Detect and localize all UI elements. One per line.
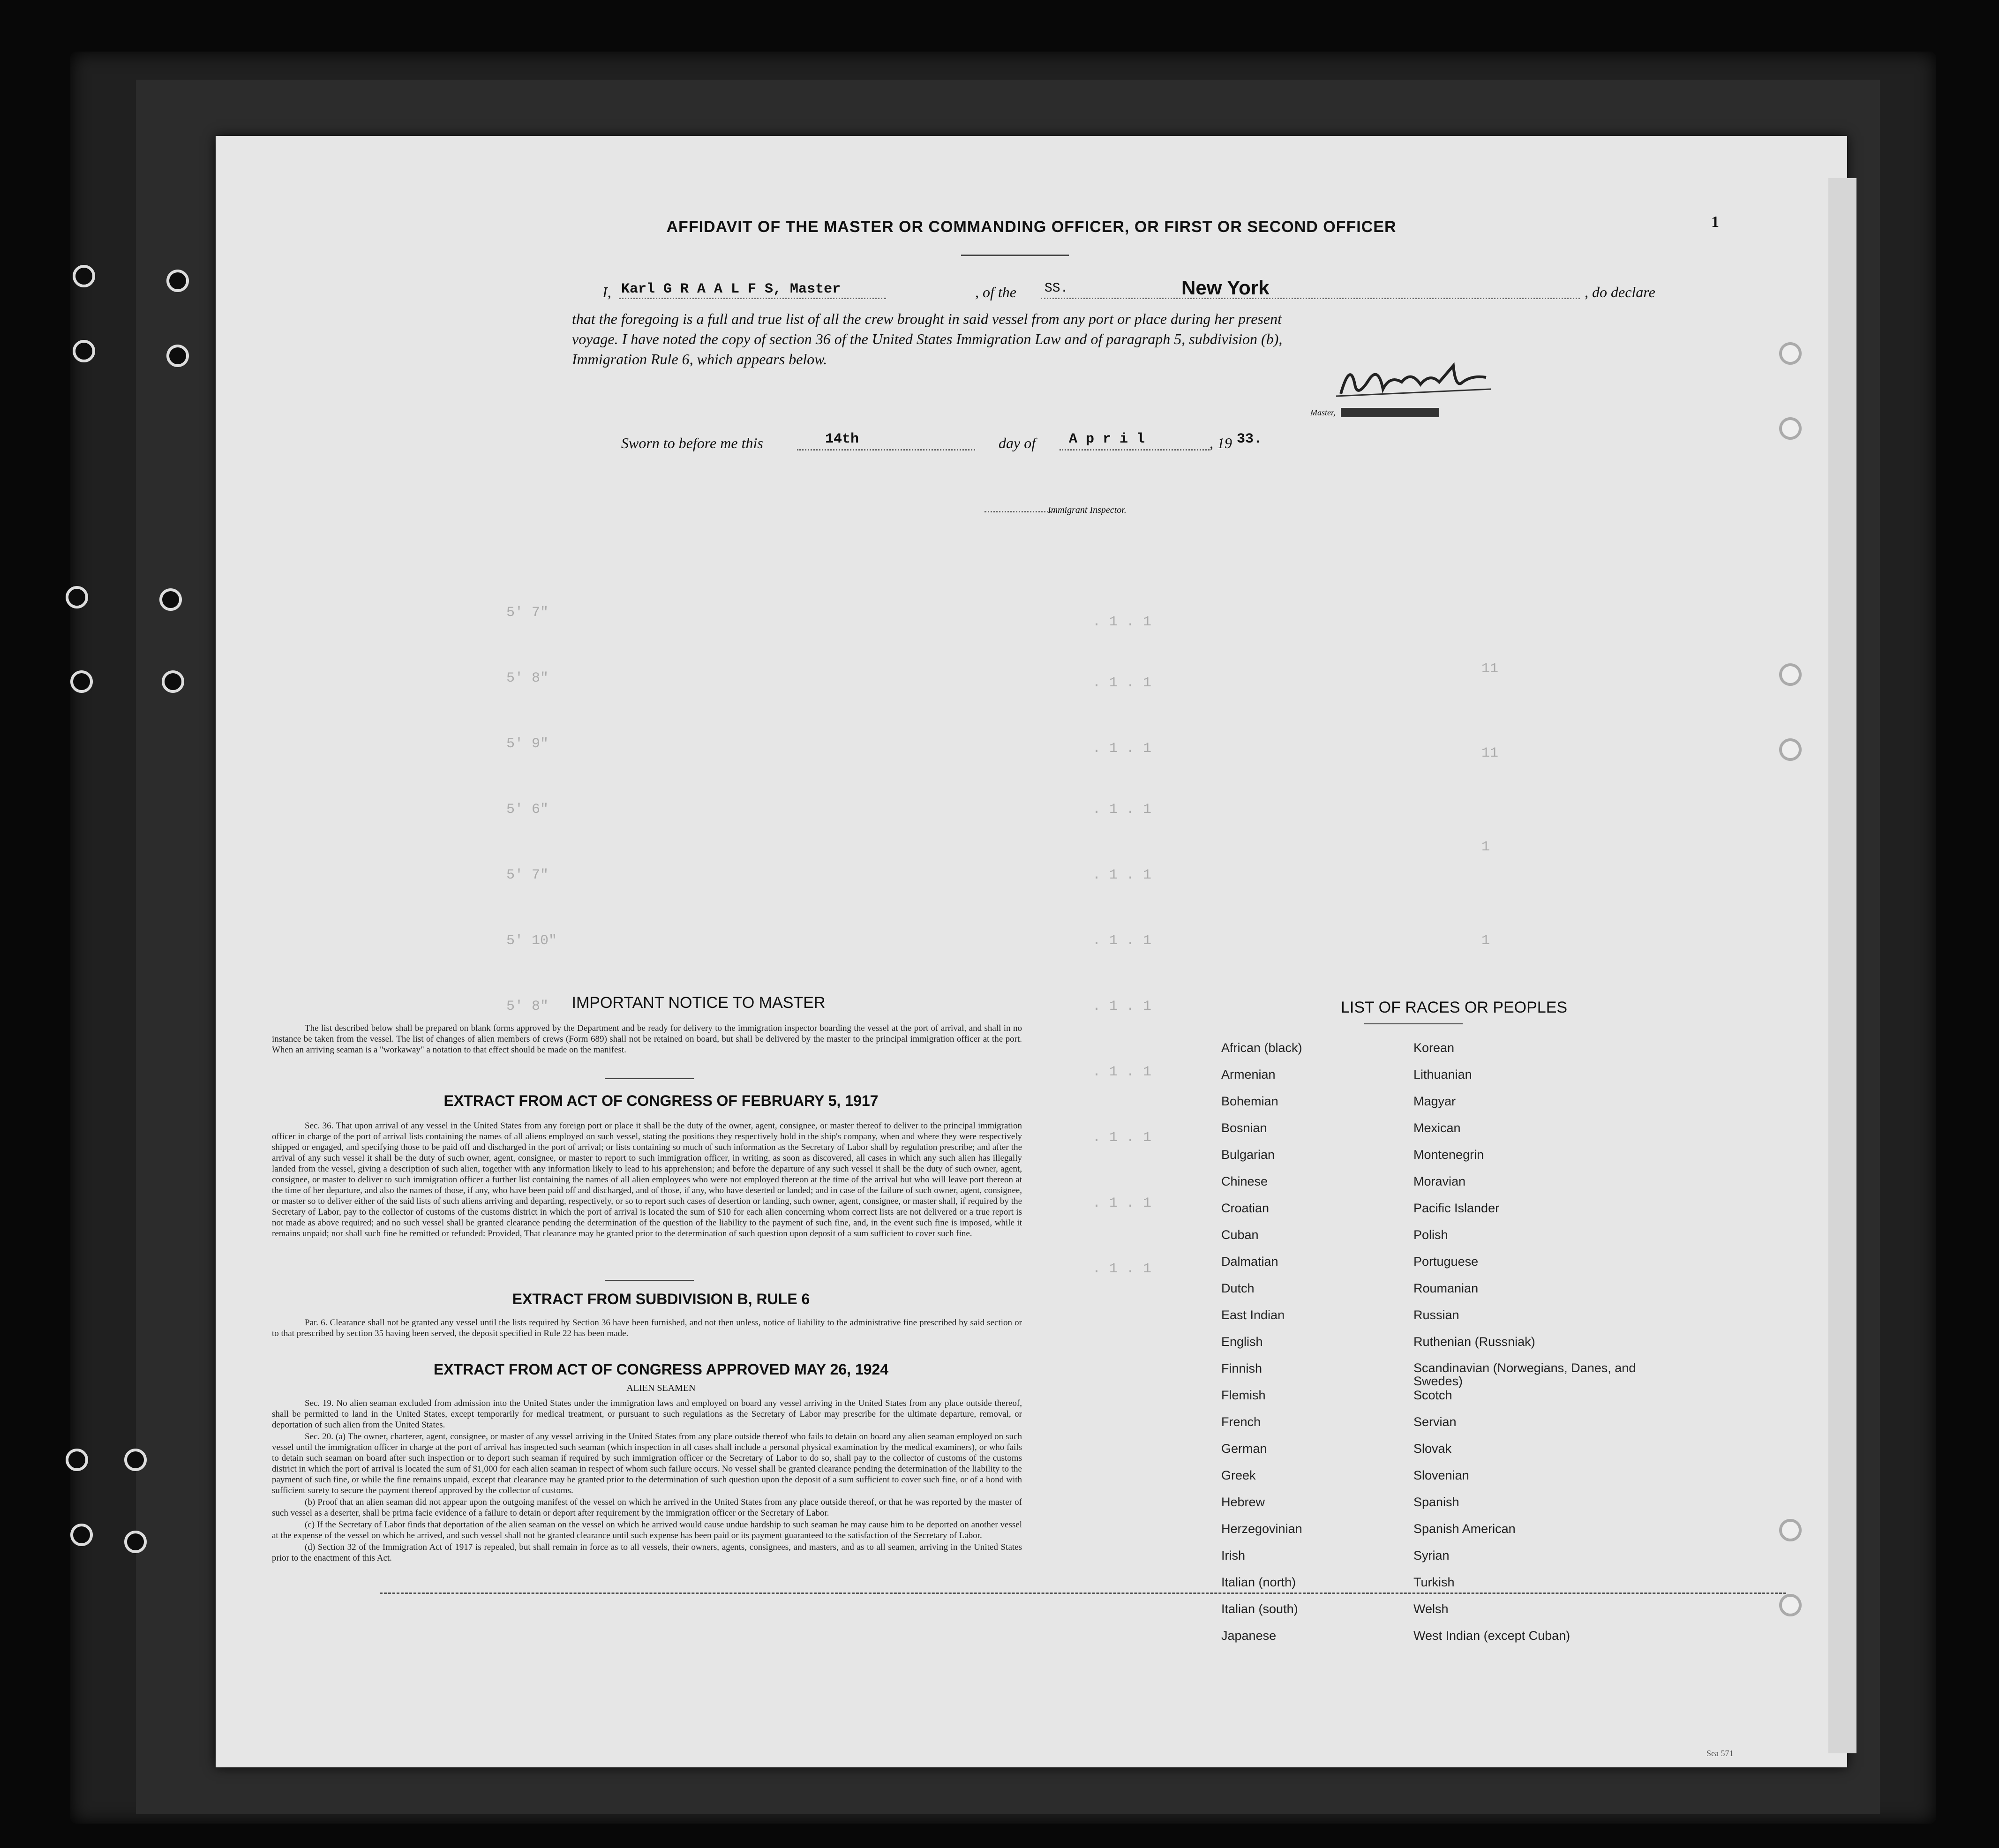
binder-hole-icon [124, 1531, 147, 1553]
sworn-month: A p r i l [1069, 431, 1145, 447]
binder-hole-icon [1779, 417, 1802, 440]
declaration-line-2: that the foregoing is a full and true list of all the crew brought in said vessel from any port or place during her present [572, 310, 1282, 327]
sec-20b-paragraph: (b) Proof that an alien seaman did not appear upon the outgoing manifest of the vessel on which he arrived in the United States from any place outside thereof, or that he was reported by the master of such vessel as a deserter, shall be prima facie evidence of a failure to detain or deport after requirement by the immigration officer or the Secretary of Labor. [272, 1497, 1022, 1518]
race-item: Moravian [1413, 1174, 1466, 1188]
race-item: Chinese [1221, 1174, 1268, 1188]
race-item: French [1221, 1415, 1261, 1429]
extract-1917-rule [605, 1280, 694, 1281]
par-6-paragraph: Par. 6. Clearance shall not be granted any vessel until the lists required by Section 36 have been furnished, and not then unless, notice of liability to the administrative fine prescribed by said section or to that prescribed by section 35 having been served, the deposit specified in Rule 22 has been made. [272, 1318, 1022, 1338]
bleed-through-marks: . 1 . 1 . 1 . 1 . 1 . 1 . 1 . 1 . 1 . 1 . 1 . 1 . 1 . 1 . 1 . 1 . 1 . 1 . 1 . 1 . 1 . 1 5' 7" 5' 8" 5' 9" 5' 6" 5' 7" 5' 10" 5' 8" 11 11 1 1 [506, 605, 1499, 1277]
binder-hole-icon [1779, 1594, 1802, 1616]
binder-hole-icon [166, 345, 189, 367]
race-item: Armenian [1221, 1067, 1276, 1082]
race-item: German [1221, 1442, 1267, 1456]
race-item: Polish [1413, 1228, 1448, 1242]
binder-hole-icon [1779, 663, 1802, 686]
do-declare-label: , do declare [1585, 284, 1655, 300]
of-the-label: , of the [975, 284, 1016, 300]
race-item: Magyar [1413, 1094, 1456, 1108]
race-item: Croatian [1221, 1201, 1270, 1215]
form-page [216, 136, 1847, 1767]
races-right-column [1413, 1041, 1638, 1655]
page-mark: 1 [1711, 213, 1719, 231]
signature-caption: Master, [1310, 408, 1336, 417]
race-item: Bosnian [1221, 1121, 1267, 1135]
binder-hole-icon [1779, 738, 1802, 761]
declaration-line-3: voyage. I have noted the copy of section 36 of the United States Immigration Law and of paragraph 5, subdivision (b), [572, 331, 1283, 347]
race-item: Greek [1221, 1468, 1256, 1482]
notice-text [272, 1023, 1022, 1056]
race-item: Montenegrin [1413, 1148, 1484, 1162]
race-item: Lithuanian [1413, 1067, 1472, 1082]
race-item: Scandinavian (Norwegians, Danes, and Swedes) [1413, 1361, 1636, 1388]
binder-hole-icon [66, 586, 88, 608]
race-item: Turkish [1413, 1575, 1455, 1589]
year-prefix: , 19 [1210, 435, 1232, 451]
race-item: Dutch [1221, 1281, 1255, 1295]
binder-hole-icon [166, 270, 189, 292]
notice-title: IMPORTANT NOTICE TO MASTER [571, 994, 826, 1012]
race-item: Russian [1413, 1308, 1459, 1322]
extract-rule6-text [272, 1317, 1022, 1340]
binder-hole-icon [1779, 1519, 1802, 1541]
binder-hole-icon [159, 588, 182, 611]
notice-rule [605, 1078, 694, 1079]
race-item: East Indian [1221, 1308, 1285, 1322]
binder-hole-icon [66, 1449, 88, 1471]
race-item: Mexican [1413, 1121, 1461, 1135]
sec-36-paragraph: Sec. 36. That upon arrival of any vessel in the United States from any foreign port or place it shall be the duty of the owner, agent, consignee, or master thereof to deliver to the principal immigration officer in charge of the port of arrival lists containing the names of all aliens employed on such vessel, stating the positions they respectively hold in the ship's company, when and where they were respectively shipped or engaged, and specifying those to be paid off and discharged in the port of arrival; or lists containing so much of such information as the Secretary of Labor shall by regulation prescribe; and after the arrival of any such vessel it shall be the duty of such owner, agent, consignee, or master to report to such immigration officer, in writing, as soon as discovered, all cases in which any such alien has illegally landed from the vessel, giving a description of such alien, together with any information likely to lead to his apprehension; and before the departure of any such vessel it shall be the duty of such owner, agent, consignee, or master to deliver to such immigration officer a further list containing the names of all alien employees who were not employed thereon at the time of the arrival but who will leave port thereon at the time of her departure, and also the names of those, if any, who have been paid off and discharged, and of those, if any, who have deserted or landed; and in case of the failure of such owner, agent, consignee, or master so to deliver either of the said lists of such aliens arriving and departing, respectively, or so to report such cases of desertion or landing, such owner, agent, consignee, or master shall, if required by the Secretary of Labor, pay to the collector of customs of the customs district in which the port of arrival is located the sum of $10 for each alien concerning whom correct lists are not delivered or a true report is not made as above required; and no such vessel shall be granted clearance pending the determination of the question of the liability to the payment of such fine, and, in the event such fine is imposed, while it remains unpaid; nor shall such fine be remitted or refunded: Provided, That clearance may be granted prior to the determination of such question upon deposit of a sum sufficient to cover such fine. [272, 1121, 1022, 1239]
race-item: Roumanian [1413, 1281, 1479, 1295]
binder-hole-icon [1779, 342, 1802, 365]
sec-19-paragraph: Sec. 19. No alien seaman excluded from admission into the United States under the immigration laws and employed on board any vessel arriving in the United States from any place outside thereof, shall be permitted to land in the United States, except temporarily for medical treatment, or pursuant to such regulations as the Secretary of Labor may prescribe for the ultimate departure, removal, or deportation of such alien from the United States. [272, 1398, 1022, 1430]
notice-paragraph: The list described below shall be prepared on blank forms approved by the Department and be ready for delivery to the immigration inspector boarding the vessel at the port of arrival, and shall in no instance be taken from the vessel. The list of changes of alien members of crews (Form 689) shall not be retained on board, but shall be delivered by the master to the principal immigration officer at the port. When an arriving seaman is a "workaway" a notation to that effect should be made on the manifest. [272, 1023, 1022, 1055]
binder-hole-icon [124, 1449, 147, 1471]
race-item: English [1221, 1335, 1263, 1349]
race-item: African (black) [1221, 1041, 1302, 1055]
extract-1917-title: EXTRACT FROM ACT OF CONGRESS OF FEBRUARY 5, 1917 [443, 1092, 879, 1109]
race-item: Hebrew [1221, 1495, 1265, 1509]
binder-hole-icon [70, 1524, 93, 1546]
race-item: West Indian (except Cuban) [1413, 1629, 1571, 1643]
form-number: Sea 571 [1706, 1749, 1734, 1758]
affidavit-title: AFFIDAVIT OF THE MASTER OR COMMANDING OFFICER, OR FIRST OR SECOND OFFICER [666, 218, 1397, 236]
race-item: Flemish [1221, 1388, 1266, 1402]
vessel-name: New York [1181, 277, 1270, 299]
race-item: Japanese [1221, 1629, 1277, 1643]
declaration-line-4: Immigration Rule 6, which appears below. [572, 351, 827, 368]
page-edge [1828, 178, 1856, 1753]
race-item: Portuguese [1413, 1255, 1479, 1269]
binder-hole-icon [73, 340, 95, 362]
race-item: Herzegovinian [1221, 1522, 1302, 1536]
sec-20c-paragraph: (c) If the Secretary of Labor finds that deportation of the alien seaman on the vessel on which he arrived would cause undue hardship to such seaman he may cause him to be deported on another vessel at the expense of the vessel on which he arrived, and such vessel shall not be granted clearance until such expense has been paid or its payment guaranteed to the satisfaction of the Secretary of Labor. [272, 1520, 1022, 1540]
race-item: Servian [1413, 1415, 1457, 1429]
race-item: Korean [1413, 1041, 1455, 1055]
year-suffix: 33. [1237, 431, 1263, 447]
extract-1924-title: EXTRACT FROM ACT OF CONGRESS APPROVED MAY 26, 1924 [433, 1361, 889, 1378]
race-item: Slovak [1413, 1442, 1452, 1456]
race-item: Dalmatian [1221, 1255, 1278, 1269]
race-item: Bulgarian [1221, 1148, 1275, 1162]
vessel-prefix: SS. [1045, 281, 1068, 296]
declarant-name: Karl G R A A L F S, Master [621, 281, 841, 297]
alien-seamen-subtitle: ALIEN SEAMEN [626, 1383, 696, 1393]
sworn-day: 14th [825, 431, 859, 447]
race-item: Irish [1221, 1548, 1246, 1563]
race-item: Scotch [1413, 1388, 1452, 1402]
race-item: Italian (north) [1221, 1575, 1296, 1589]
race-item: Ruthenian (Russniak) [1413, 1335, 1535, 1349]
binder-hole-icon [162, 670, 184, 693]
races-left-column [1221, 1041, 1409, 1655]
extract-rule6-title: EXTRACT FROM SUBDIVISION B, RULE 6 [512, 1291, 810, 1307]
race-item: Slovenian [1413, 1468, 1469, 1482]
race-item: Cuban [1221, 1228, 1259, 1242]
day-of-label: day of [999, 435, 1036, 451]
race-item: Spanish American [1413, 1522, 1516, 1536]
extract-1924-text [272, 1398, 1022, 1564]
sec-20a-paragraph: Sec. 20. (a) The owner, charterer, agent, consignee, or master of any vessel arriving in the United States from any place outside thereof who fails to detain on board any alien seaman employed on such vessel until the immigration officer in charge at the port of arrival has inspected such seaman (which inspection in all cases shall include a personal physical examination by the medical examiners), or who fails to detain such seaman on board after such inspection or to deport such seaman if required by such immigration officer or the Secretary of Labor to do so, shall pay to the collector of customs of the customs district in which the port of arrival is located the sum of $1,000 for each alien seaman in respect of whom such failure occurs. No vessel shall be granted clearance pending the determination of the liability to the payment of such fine, or while the fine remains unpaid, except that clearance may be granted prior to the determination of such question upon the deposit of a sum sufficient to cover such fine, or of a bond with sufficient surety to secure the payment thereof approved by the collector of customs. [272, 1432, 1022, 1495]
race-item: Pacific Islander [1413, 1201, 1500, 1215]
sec-20d-paragraph: (d) Section 32 of the Immigration Act of 1917 is repealed, but shall remain in force as to all vessels, their owners, agents, consignees, and masters, and as to all seamen, arriving in the United States prior to the enactment of this Act. [272, 1542, 1022, 1563]
race-item: Finnish [1221, 1361, 1263, 1375]
extract-1917-text [272, 1120, 1022, 1240]
inspector-caption: Immigrant Inspector. [1048, 505, 1127, 515]
race-item: Bohemian [1221, 1094, 1278, 1108]
race-item: Spanish [1413, 1495, 1459, 1509]
race-item: Syrian [1413, 1548, 1450, 1563]
race-item: Welsh [1413, 1602, 1449, 1616]
race-item: Italian (south) [1221, 1602, 1298, 1616]
line1-prefix: I, [602, 284, 611, 300]
binder-hole-icon [73, 265, 95, 287]
races-rule [1364, 1023, 1463, 1024]
binder-hole-icon [70, 670, 93, 693]
races-title: LIST OF RACES OR PEOPLES [1341, 999, 1568, 1016]
sworn-prefix: Sworn to before me this [621, 435, 763, 451]
